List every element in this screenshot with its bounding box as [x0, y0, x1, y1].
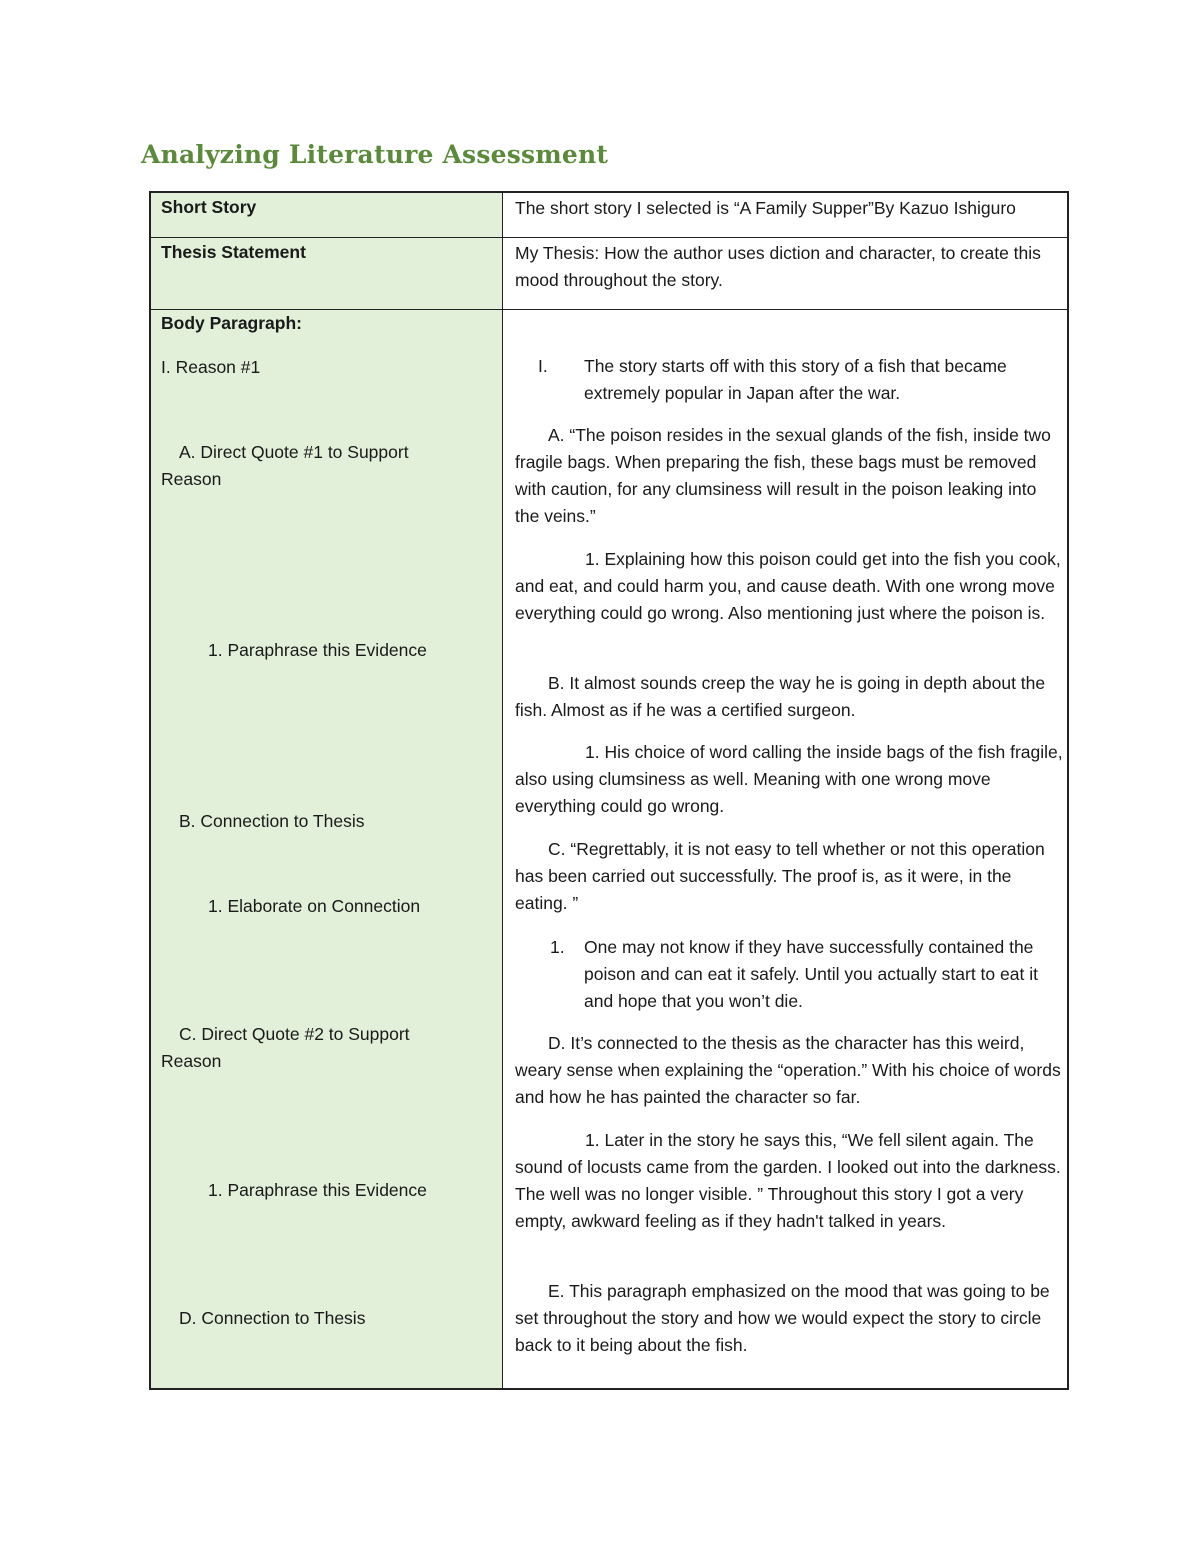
table-row-thesis [151, 238, 1067, 310]
quote2-label: C. Direct Quote #2 to Support Reason [161, 1024, 410, 1071]
paraphrase-c1-text: One may not know if they have successfully contained the poison and can eat it safely. Until you actually start to eat it and hope that you won’t die. [584, 937, 1038, 1011]
short-story-label: Short Story [161, 197, 257, 217]
elaborate-b1-text: 1. His choice of word calling the inside bags of the fish fragile, also using clumsiness as well. Meaning with one wrong move everything could go wrong. [515, 742, 1063, 816]
value-cell [503, 193, 1067, 237]
connection-d-text: D. It’s connected to the thesis as the character has this weird, weary sense when explaining the “operation.” With his choice of words and how he has painted the character so far. [515, 1033, 1061, 1107]
reason-label: I. Reason #1 [161, 357, 261, 377]
response-cell [503, 310, 1067, 1388]
label-cell [151, 193, 503, 237]
paraphrase2-label: 1. Paraphrase this Evidence [208, 1180, 427, 1200]
reason-marker: I. [538, 356, 548, 376]
paraphrase1-label: 1. Paraphrase this Evidence [208, 640, 427, 660]
thesis-label: Thesis Statement [161, 242, 306, 262]
conclusion-e-text: E. This paragraph emphasized on the mood that was going to be set throughout the story and how we would expect the story to circle back to it being about the fish. [515, 1281, 1050, 1355]
c1-marker: 1. [550, 937, 565, 957]
page-title: Analyzing Literature Assessment [141, 140, 609, 169]
quote-a-text: A. “The poison resides in the sexual glands of the fish, inside two fragile bags. When preparing the fish, these bags must be removed with caution, for any clumsiness will result in the poison leaking into the veins.” [515, 425, 1051, 526]
elaborate-label: 1. Elaborate on Connection [208, 896, 421, 916]
assessment-table [149, 191, 1069, 1390]
label-cell [151, 238, 503, 309]
body-paragraph-label: Body Paragraph: [161, 313, 302, 333]
thesis-value: My Thesis: How the author uses diction and character, to create this mood throughout the story. [515, 243, 1041, 290]
label-cell [151, 310, 503, 1388]
connection1-label: B. Connection to Thesis [179, 811, 365, 831]
quote-c-text: C. “Regrettably, it is not easy to tell whether or not this operation has been carried out successfully. The proof is, as it were, in the eating. ” [515, 839, 1045, 913]
paraphrase-a1-text: 1. Explaining how this poison could get into the fish you cook, and eat, and could harm you, and cause death. With one wrong move everything could go wrong. Also mentioning just where the poison is. [515, 549, 1061, 623]
quote1-label: A. Direct Quote #1 to Support Reason [161, 442, 409, 489]
connection2-label: D. Connection to Thesis [179, 1308, 366, 1328]
short-story-value: The short story I selected is “A Family Supper”By Kazuo Ishiguro [515, 198, 1016, 218]
connection-b-text: B. It almost sounds creep the way he is going in depth about the fish. Almost as if he was a certified surgeon. [515, 673, 1046, 720]
reason-text: The story starts off with this story of a fish that became extremely popular in Japan after the war. [584, 356, 1007, 403]
table-row-short-story [151, 193, 1067, 238]
value-cell [503, 238, 1067, 309]
elaborate-d1-text: 1. Later in the story he says this, “We fell silent again. The sound of locusts came from the garden. I looked out into the darkness. The well was no longer visible. ” Throughout this story I got a very empty, awkward feeling as if they hadn't talked in years. [515, 1130, 1061, 1231]
table-row-body [151, 310, 1067, 1388]
